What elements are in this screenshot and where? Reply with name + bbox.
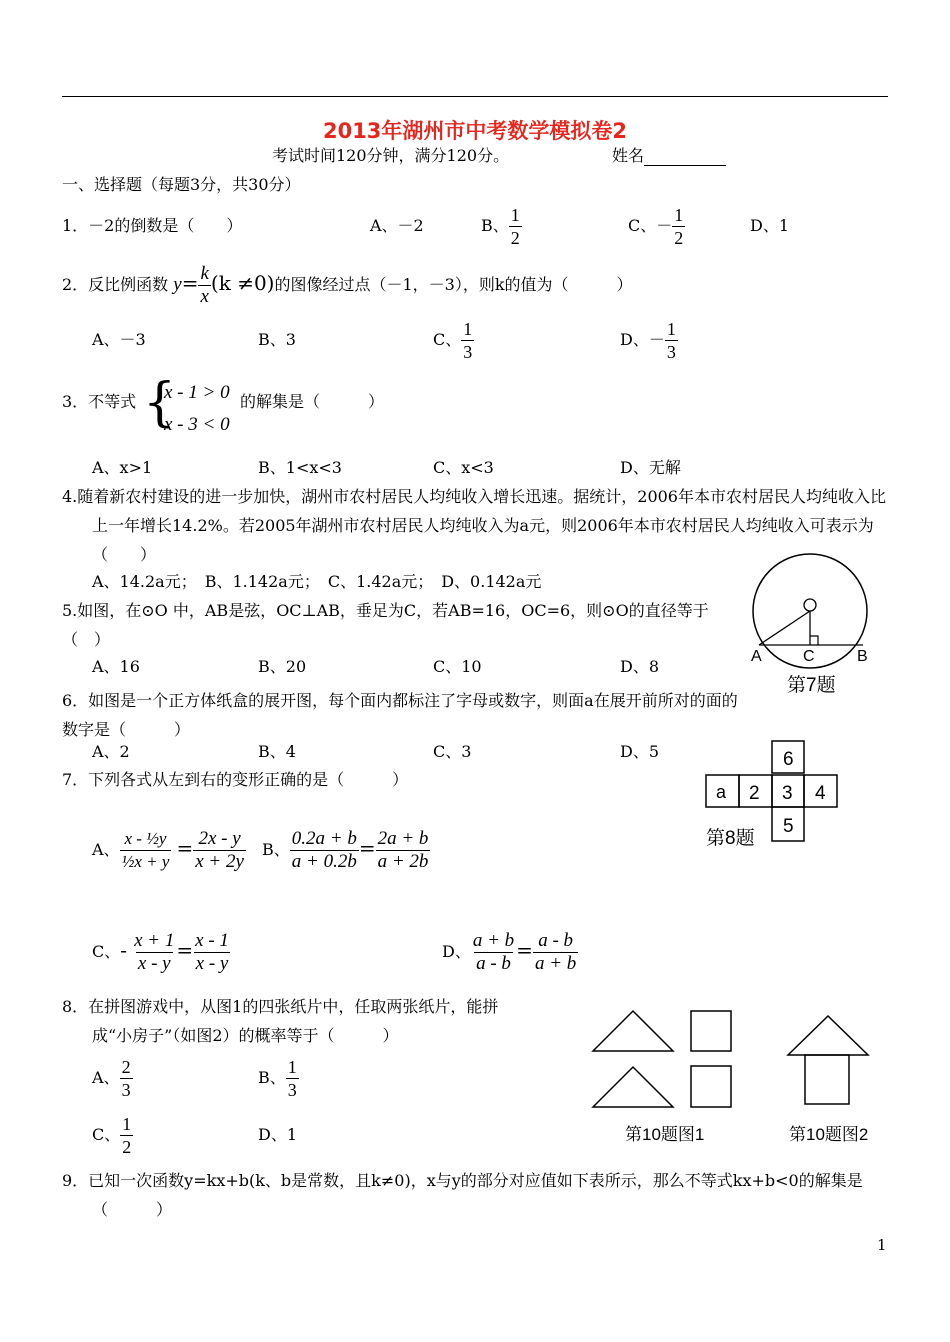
- fig8-cell-2: 2: [749, 783, 760, 804]
- q2-option-c: C、 $\frac{1}{3}$: [433, 319, 473, 362]
- q5-text: 5.如图，在⊙O 中，AB是弦，OC⊥AB，垂足为C，若AB=16，OC=6，则⊙O的直径等于（ ）: [62, 601, 709, 649]
- q3-post: 的解集是（ ）: [240, 392, 385, 411]
- q8-option-b: B、 $\frac{1}{3}$: [258, 1057, 297, 1100]
- fig10-caption-1: 第10题图1: [625, 1125, 705, 1144]
- q8-line-1: 8．在拼图游戏中，从图1的四张纸片中，任取两张纸片，能拼: [62, 997, 499, 1016]
- fig8-cell-6: 6: [783, 749, 794, 770]
- name-field: [612, 146, 726, 166]
- fig7-caption: 第7题: [787, 675, 836, 696]
- q3-brace: {: [143, 373, 177, 433]
- q3-option-c: C、x<3: [433, 458, 494, 477]
- exam-info: 考试时间120分钟，满分120分。: [272, 146, 510, 165]
- fig8-cell-3: 3: [782, 783, 793, 804]
- q6-option-d: D、5: [620, 742, 660, 761]
- q6-option-b: B、4: [258, 742, 296, 761]
- page-title: 2013年湖州市中考数学模拟卷2: [322, 119, 628, 143]
- q3-ineq-1: x - 1 > 0: [164, 382, 230, 403]
- fig8-cell-4: 4: [815, 783, 826, 804]
- q1-option-a: A、－2: [370, 216, 424, 235]
- q7-option-c: C、- $\frac{x + 1}{x - y}$ = $\frac{x - 1}{x - y}$: [92, 930, 229, 974]
- q5-option-b: B、20: [258, 657, 307, 676]
- figure-7-circle: [745, 548, 885, 698]
- section-heading: 一、选择题（每题3分，共30分）: [62, 175, 301, 194]
- q6-option-c: C、3: [433, 742, 472, 761]
- q5-option-c: C、10: [433, 657, 482, 676]
- q1-stem: 1．－2的倒数是（ ）: [62, 216, 243, 235]
- q2-option-a: A、－3: [92, 330, 146, 349]
- q7-stem: 7．下列各式从左到右的变形正确的是（ ）: [62, 770, 409, 789]
- q3-ineq-2: x - 3 < 0: [164, 414, 230, 435]
- figure-8-cube-net: [700, 740, 845, 855]
- q3-option-d: D、无解: [620, 458, 681, 477]
- q8-option-a: A、 $\frac{2}{3}$: [92, 1057, 131, 1100]
- q3-pre: 3．不等式: [62, 392, 137, 411]
- q9-text: 9．已知一次函数y=kx+b(k、b是常数，且k≠0)，x与y的部分对应值如下表所示，那么不等式kx+b<0的解集是（ ）: [62, 1171, 863, 1219]
- q1-option-d: D、1: [750, 216, 790, 235]
- fig7-label-a: A: [751, 648, 762, 665]
- q8-option-d: D、1: [258, 1125, 298, 1144]
- q6-option-a: A、2: [92, 742, 130, 761]
- fig7-label-c: C: [803, 648, 815, 665]
- q1-option-b: B、 $\frac{1}{2}$: [481, 205, 520, 248]
- name-blank: [644, 147, 726, 166]
- q2-stem: 2．反比例函数 y= $\frac{k}{x}$ (k ≠0)的图像经过点（－1，－3），则k的值为（ ）: [62, 263, 633, 307]
- q1-option-c: C、－ $\frac{1}{2}$: [628, 205, 684, 248]
- page-number: 1: [877, 1236, 887, 1254]
- q5-option-d: D、8: [620, 657, 660, 676]
- q7-option-b: B、 $\frac{0.2a + b}{a + 0.2b}$ = $\frac{2a + b}{a + 2b}$: [262, 828, 429, 872]
- name-label: 姓名: [612, 146, 645, 165]
- fig7-label-b: B: [857, 648, 868, 665]
- q8-line-2: 成“小房子”（如图2）的概率等于（ ）: [92, 1026, 399, 1045]
- q3-option-a: A、x>1: [92, 458, 153, 477]
- q3-option-b: B、1<x<3: [258, 458, 342, 477]
- q2-option-b: B、3: [258, 330, 296, 349]
- figure-10-puzzle: [585, 1000, 895, 1150]
- q7-option-d: D、 $\frac{a + b}{a - b}$ = $\frac{a - b}{a + b}$: [442, 930, 577, 974]
- fig8-caption: 第8题: [706, 828, 755, 849]
- fig10-caption-2: 第10题图2: [789, 1125, 869, 1144]
- header-rule: [62, 96, 888, 97]
- q4-text: 4.随着新农村建设的进一步加快，湖州市农村居民人均纯收入增长迅速。据统计，2006年本市农村居民人均纯收入比上一年增长14.2%。若2005年湖州市农村居民人均纯收入为a元，则2006年本市农村居民人均纯收入可表示为（ ）: [62, 487, 886, 564]
- q6-text: 6．如图是一个正方体纸盒的展开图，每个面内都标注了字母或数字，则面a在展开前所对的面的数字是（ ）: [62, 691, 738, 739]
- q7-option-a: A、 $\frac{\text{x - ½y}}{\text{½x + y}}$ = $\frac{2x - y}{x + 2y}$: [92, 828, 244, 872]
- q8-option-c: C、 $\frac{1}{2}$: [92, 1114, 132, 1157]
- fig8-cell-a: a: [716, 782, 727, 802]
- q2-option-d: D、－ $\frac{1}{3}$: [620, 319, 676, 362]
- fig8-cell-5: 5: [783, 816, 794, 837]
- q5-option-a: A、16: [92, 657, 140, 676]
- q4-options: A、14.2a元； B、1.142a元； C、1.42a元； D、0.142a元: [92, 572, 542, 591]
